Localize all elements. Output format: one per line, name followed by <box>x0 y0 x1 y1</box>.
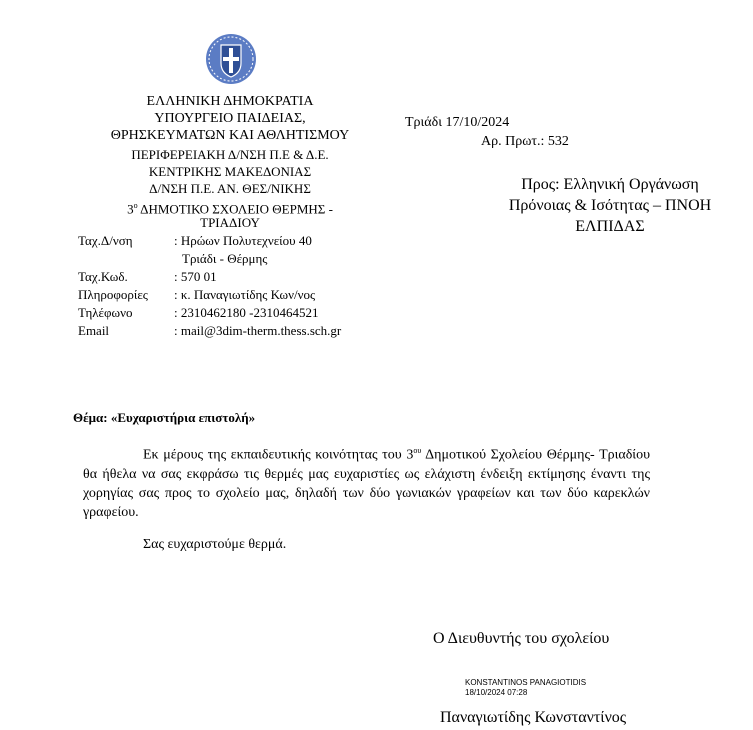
email-value: : mail@3dim-therm.thess.sch.gr <box>174 323 342 338</box>
recipient-line-2: Πρόνοιας & Ισότητας – ΠΝΟΗ <box>508 197 712 214</box>
header-directorate: Δ/ΝΣΗ Π.Ε. ΑΝ. ΘΕΣ/ΝΙΚΗΣ <box>149 181 311 196</box>
info-value: : κ. Παναγιωτίδης Κων/νος <box>174 287 316 302</box>
letter-body: Εκ μέρους της εκπαιδευτικής κοινότητας του $3^{o\upsilon}$ Δημοτικού Σχολείου Θέρμης- Τριαδίου θα ήθελα να σας εκφράσω τις θερμές μας ευχαριστίες ως ελάχιστη ένδειξη εκτίμησης έναντι της χορηγίας σας προς το σχολείο μας, δηλαδή των δύο γωνιακών γραφείων και των δύο καρεκλών γραφείου. <box>83 446 650 520</box>
email-label: Email <box>78 323 110 338</box>
header-school-2: ΤΡΙΑΔΙΟΥ <box>200 215 260 230</box>
contact-phone <box>78 304 318 322</box>
recipient-line-1: Προς: Ελληνική Οργάνωση <box>521 176 699 193</box>
header-ministry-2: ΘΡΗΣΚΕΥΜΑΤΩΝ ΚΑΙ ΑΘΛΗΤΙΣΜΟΥ <box>110 128 350 143</box>
info-label: Πληροφορίες <box>78 287 148 302</box>
letter-thanks: Σας ευχαριστούμε θερμά. <box>143 537 287 552</box>
digital-signature-stamp <box>465 678 586 698</box>
signatory-name: Παναγιωτίδης Κωνσταντίνος <box>440 709 627 726</box>
contact-email <box>78 322 341 340</box>
signature-stamp-date: 18/10/2024 07:28 <box>465 688 528 697</box>
postal-value: : 570 01 <box>174 269 217 284</box>
signature-title: Ο Διευθυντής του σχολείου <box>433 630 610 647</box>
address-value-2: Τριάδι - Θέρμης <box>182 251 268 266</box>
recipient-line-3: ΕΛΠΙΔΑΣ <box>575 218 645 235</box>
contact-postal <box>78 268 217 286</box>
protocol-number: Αρ. Πρωτ.: 532 <box>481 134 569 149</box>
contact-address <box>78 232 312 250</box>
contact-info <box>78 286 315 304</box>
header-ministry: ΥΠΟΥΡΓΕΙΟ ΠΑΙΔΕΙΑΣ, <box>154 111 306 126</box>
postal-label: Ταχ.Κωδ. <box>78 269 128 284</box>
header-region: ΚΕΝΤΡΙΚΗΣ ΜΑΚΕΔΟΝΙΑΣ <box>148 164 312 179</box>
signature-stamp-name: KONSTANTINOS PANAGIOTIDIS <box>465 678 587 687</box>
address-label: Ταχ.Δ/νση <box>78 233 133 248</box>
address-value: : Ηρώων Πολυτεχνείου 40 <box>174 233 312 248</box>
phone-value: : 2310462180 -2310464521 <box>174 305 319 320</box>
header-republic: ΕΛΛΗΝΙΚΗ ΔΗΜΟΚΡΑΤΙΑ <box>146 94 314 109</box>
header-school: $3^o$ ΔΗΜΟΤΙΚΟ ΣΧΟΛΕΙΟ ΘΕΡΜΗΣ - <box>127 201 333 217</box>
greek-coat-of-arms-emblem <box>205 33 257 85</box>
header-regional-directorate: ΠΕΡΙΦΕΡΕΙΑΚΗ Δ/ΝΣΗ Π.Ε & Δ.Ε. <box>131 147 329 162</box>
phone-label: Τηλέφωνο <box>78 305 133 320</box>
letter-subject: Θέμα: «Ευχαριστήρια επιστολή» <box>73 410 256 425</box>
place-date: Τριάδι 17/10/2024 <box>405 115 510 130</box>
